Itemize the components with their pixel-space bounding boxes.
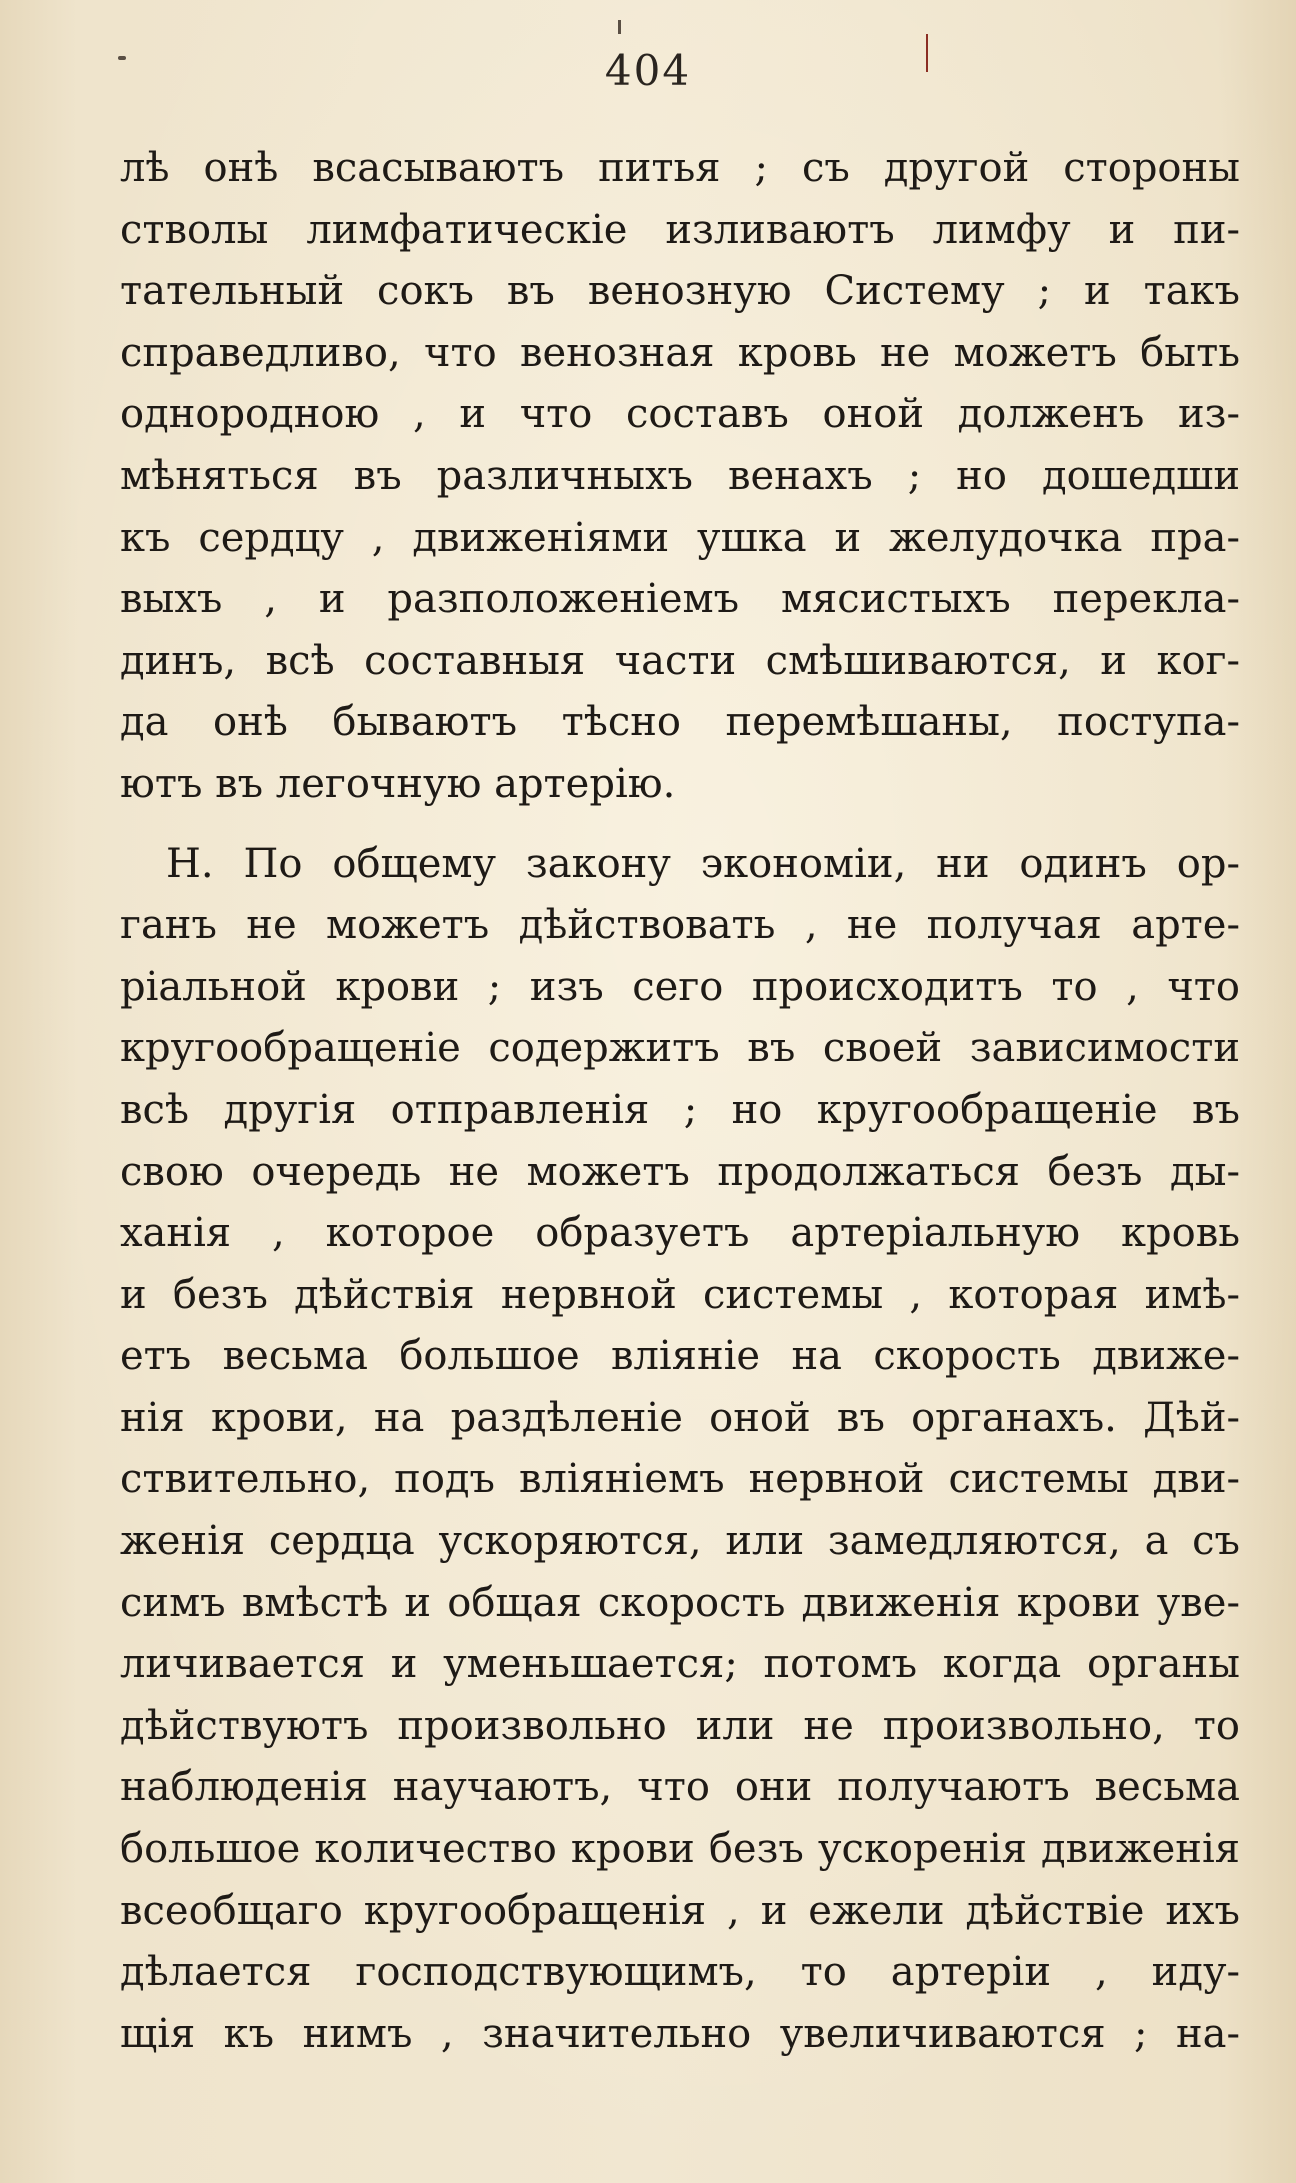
text-line: тательный сокъ въ венозную Систему ; и такъ (120, 268, 1240, 315)
text-line: справедливо, что венозная кровь не можетъ быть (120, 329, 1240, 376)
text-line: мѣняться въ различныхъ венахъ ; но дошедши (120, 452, 1240, 499)
text-line: дѣлается господствующимъ, то артеріи , иду- (120, 1949, 1240, 1996)
text-line: дѣйствуютъ произвольно или не произвольно, то (120, 1702, 1240, 1749)
text-line: етъ весьма большое вліяніе на скорость движе- (120, 1333, 1240, 1380)
text-line: выхъ , и разположеніемъ мясистыхъ перекла- (120, 576, 1240, 623)
ink-mark-top (618, 20, 621, 34)
text-line: всѣ другія отправленія ; но кругообращеніе въ (120, 1086, 1240, 1133)
text-line: ханія , которое образуетъ артеріальную кровь (120, 1210, 1240, 1257)
text-line: стволы лимфатическіе изливаютъ лимфу и пи- (120, 206, 1240, 253)
text-line: динъ, всѣ составныя части смѣшиваются, и ког- (120, 637, 1240, 684)
page-number: 404 (604, 46, 692, 95)
text-line: симъ вмѣстѣ и общая скорость движенія крови уве- (120, 1579, 1240, 1626)
text-line: лѣ онѣ всасываютъ питья ; съ другой стороны (120, 145, 1240, 191)
text-line: да онѣ бываютъ тѣсно перемѣшаны, поступа- (120, 699, 1240, 746)
text-line: личивается и уменьшается; потомъ когда органы (120, 1641, 1240, 1688)
text-line: щія къ нимъ , значительно увеличиваются ; на- (120, 2010, 1240, 2057)
text-line: ганъ не можетъ дѣйствовать , не получая арте- (120, 902, 1240, 949)
text-line: женія сердца ускоряются, или замедляются, а съ (120, 1518, 1240, 1565)
text-line: Н. По общему закону экономіи, ни одинъ ор- (166, 840, 1240, 887)
paragraph-gap (120, 816, 1240, 834)
text-line: ствительно, подъ вліяніемъ нервной системы дви- (120, 1456, 1240, 1503)
body-text (120, 138, 1240, 2065)
text-line: большое количество крови безъ ускоренія движенія (120, 1826, 1240, 1873)
text-line: ютъ въ легочную артерію. (120, 760, 676, 807)
paragraph-1 (120, 138, 1240, 816)
text-line: къ сердцу , движеніями ушка и желудочка пра- (120, 514, 1240, 561)
text-line: однородною , и что составъ оной долженъ из- (120, 391, 1240, 438)
paragraph-2 (120, 834, 1240, 2066)
text-line: кругообращеніе содержитъ въ своей зависимости (120, 1025, 1240, 1072)
text-line: ріальной крови ; изъ сего происходитъ то , что (120, 963, 1240, 1010)
text-line: нія крови, на раздѣленіе оной въ органахъ. Дѣй- (120, 1394, 1240, 1441)
text-line: всеобщаго кругообращенія , и ежели дѣйствіе ихъ (120, 1887, 1240, 1934)
text-line: наблюденія научаютъ, что они получаютъ весьма (120, 1764, 1240, 1811)
text-line: свою очередь не можетъ продолжаться безъ ды- (120, 1148, 1240, 1195)
text-line: и безъ дѣйствія нервной системы , которая имѣ- (120, 1271, 1240, 1318)
